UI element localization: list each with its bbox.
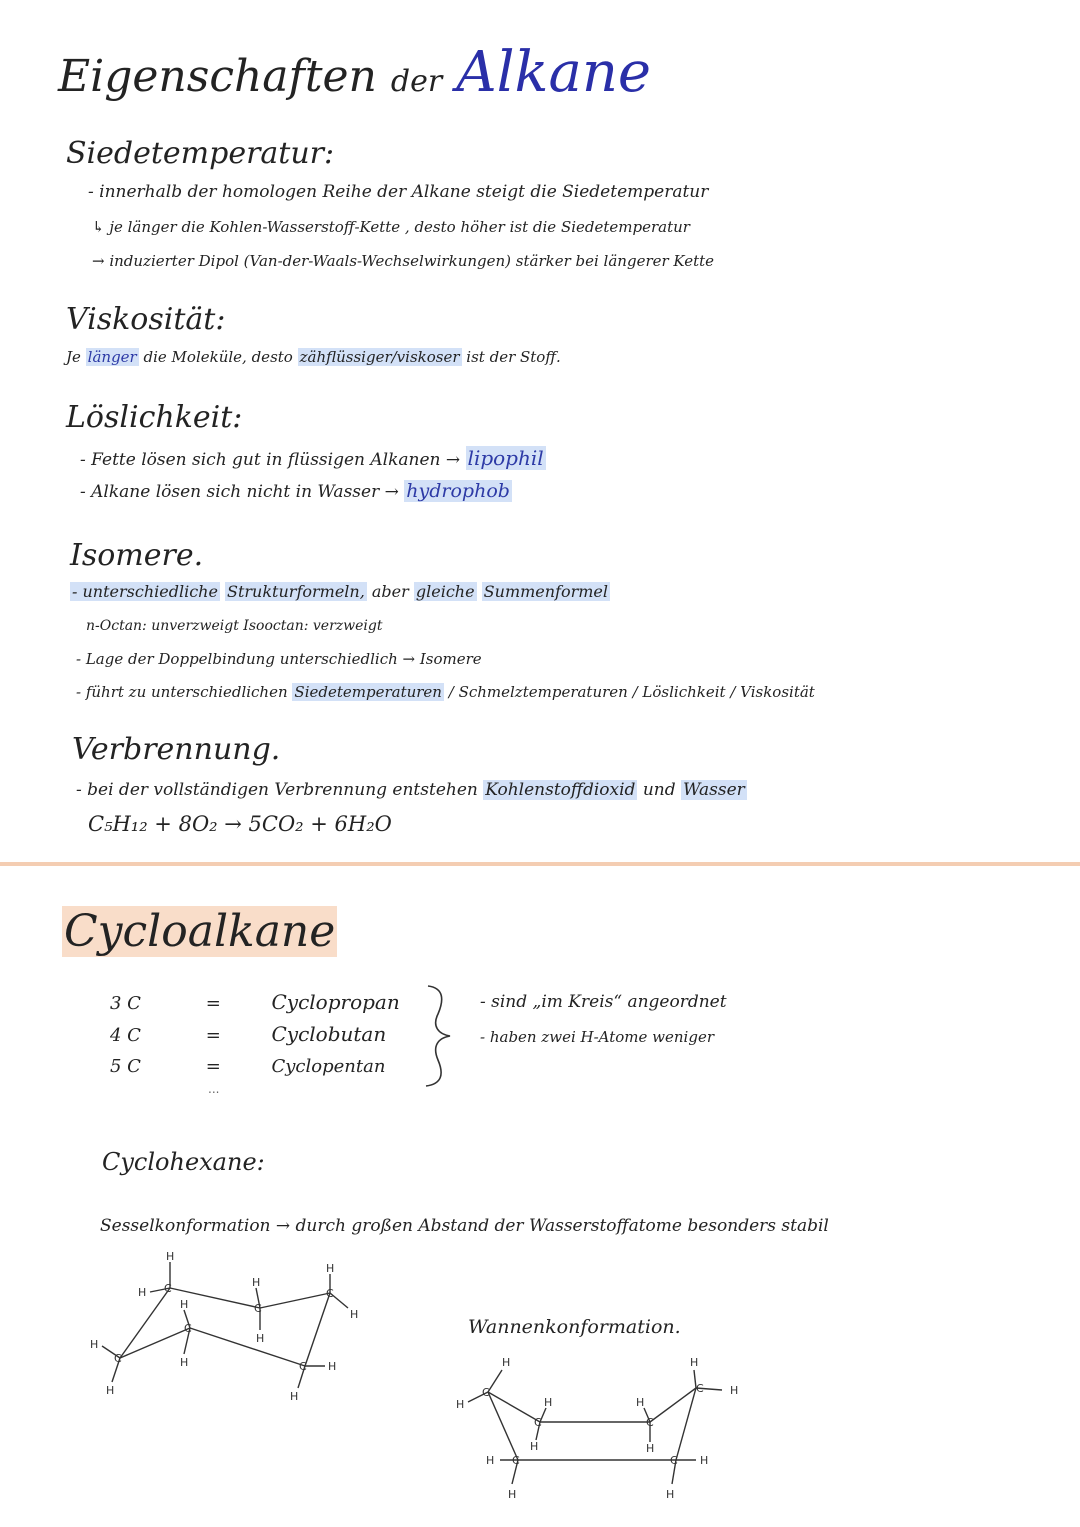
atom-h: H [350, 1308, 359, 1321]
cyclo-row-2 [110, 1022, 386, 1046]
atom-h: H [326, 1262, 335, 1275]
atom-h: H [180, 1356, 189, 1369]
boat-conformation-diagram [440, 1350, 760, 1510]
atom-c: C [254, 1302, 262, 1315]
sieden-line-2: ↳ je länger die Kohlen-Wasserstoff-Kette , desto höher ist die Siedetemperatur [92, 218, 690, 236]
visko-laenger: länger [87, 348, 137, 366]
sessel-pre: Sesselkonformation → durch [100, 1216, 346, 1236]
loes-lipophil: lipophil [467, 446, 544, 470]
title-eigenschaften: Eigenschaften [58, 51, 377, 102]
verbr-und: und [642, 780, 676, 800]
atom-c: C [184, 1322, 192, 1335]
atom-h: H [636, 1396, 645, 1409]
atom-h: H [456, 1398, 465, 1411]
isomere-line-3: - Lage der Doppelbindung unterschiedlich → Isomere [76, 650, 482, 668]
verbr-line-1 [76, 780, 747, 800]
loes-line-2 [80, 480, 512, 502]
cyclo-row-3 [110, 1056, 385, 1077]
isomere-summenformel: Summenformel [483, 582, 609, 601]
atom-h: H [106, 1384, 115, 1397]
atom-c: C [299, 1360, 307, 1373]
heading-loeslichkeit: Löslichkeit: [66, 400, 243, 435]
atom-h: H [508, 1488, 517, 1501]
sessel-line [100, 1216, 829, 1236]
atom-h: H [328, 1360, 337, 1373]
cyclo-fact-2: - haben zwei H-Atome weniger [480, 1028, 715, 1046]
heading-viskositaet: Viskosität: [66, 302, 226, 337]
atom-h: H [290, 1390, 299, 1403]
visko-viskoser: zähflüssiger/viskoser [299, 348, 460, 366]
cyclo-row-c: 4 C [110, 1025, 141, 1046]
isomere-line-4-post: / Schmelztemperaturen / Löslichkeit / Viskosität [448, 683, 815, 701]
verbr-equation: C₅H₁₂ + 8O₂ → 5CO₂ + 6H₂O [88, 812, 392, 836]
cyclo-row-eq: = [205, 993, 221, 1014]
atom-c: C [164, 1282, 172, 1295]
cyclo-row-eq: = [205, 1056, 221, 1077]
atom-h: H [138, 1286, 147, 1299]
isomere-aber: aber [371, 582, 409, 601]
isomere-strukturformeln: Strukturformeln, [227, 582, 365, 601]
atom-c: C [326, 1287, 334, 1300]
cyclo-fact-1: - sind „im Kreis“ angeordnet [480, 992, 727, 1012]
atom-h: H [256, 1332, 265, 1345]
isomere-unterschiedliche: - unterschiedliche [72, 582, 218, 601]
cyclo-row-name: Cyclobutan [271, 1022, 387, 1046]
atom-h: H [646, 1442, 655, 1455]
heading-siedetemperatur: Siedetemperatur: [66, 136, 335, 171]
atom-c: C [114, 1352, 122, 1365]
cyclo-row-1 [110, 990, 400, 1014]
loes-line-1-text: - Fette lösen sich gut in flüssigen Alkanen → [80, 450, 461, 470]
isomere-line-1 [70, 582, 610, 601]
sieden-line-1: - innerhalb der homologen Reihe der Alkane steigt die Siedetemperatur [88, 182, 709, 202]
isomere-siedetemperaturen: Siedetemperaturen [294, 683, 442, 701]
visko-post: ist der Stoff. [466, 348, 561, 366]
visko-mid: die Moleküle, desto [143, 348, 293, 366]
atom-c: C [696, 1382, 704, 1395]
isomere-line-2: n-Octan: unverzweigt Isooctan: verzweigt [86, 618, 383, 634]
atom-c: C [482, 1386, 490, 1399]
atom-c: C [534, 1416, 542, 1429]
heading-isomere: Isomere. [70, 538, 204, 573]
atom-h: H [666, 1488, 675, 1501]
isomere-line-4-pre: - führt zu unterschiedlichen [76, 683, 288, 701]
loes-line-1 [80, 446, 546, 470]
cyclo-row-c: 3 C [110, 993, 141, 1014]
atom-c: C [670, 1454, 678, 1467]
atom-h: H [180, 1298, 189, 1311]
section-divider [0, 862, 1080, 866]
heading-cycloalkane [62, 906, 337, 957]
heading-wannenkonformation: Wannenkonformation. [468, 1316, 681, 1338]
sessel-post: Abstand der Wasserstoffatome besonders stabil [418, 1216, 829, 1236]
page-title [58, 40, 651, 105]
cycloalkane-text: Cycloalkane [64, 906, 336, 957]
atom-h: H [690, 1356, 699, 1369]
isomere-gleiche: gleiche [415, 582, 475, 601]
verbr-line-1-pre: - bei der vollständigen Verbrennung entstehen [76, 780, 478, 800]
title-alkane: Alkane [456, 40, 652, 105]
sessel-grossen: großen [351, 1216, 413, 1236]
heading-verbrennung: Verbrennung. [72, 732, 281, 767]
atom-h: H [502, 1356, 511, 1369]
atom-h: H [90, 1338, 99, 1351]
loes-hydrophob: hydrophob [406, 480, 510, 502]
chair-conformation-diagram [80, 1248, 380, 1408]
cyclo-row-eq: = [205, 1025, 221, 1046]
atom-c: C [512, 1454, 520, 1467]
atom-h: H [166, 1250, 175, 1263]
verbr-wasser: Wasser [683, 780, 745, 800]
atom-c: C [646, 1416, 654, 1429]
cyclo-dots: ... [208, 1082, 220, 1096]
cyclo-row-name: Cyclopropan [271, 990, 400, 1014]
cyclo-row-name: Cyclopentan [271, 1056, 386, 1077]
atom-h: H [730, 1384, 739, 1397]
atom-h: H [544, 1396, 553, 1409]
curly-brace [420, 982, 460, 1088]
visko-pre: Je [66, 348, 81, 366]
atom-h: H [486, 1454, 495, 1467]
atom-h: H [252, 1276, 261, 1289]
visko-line [66, 348, 561, 366]
cyclo-row-c: 5 C [110, 1056, 141, 1077]
sieden-line-3: → induzierter Dipol (Van-der-Waals-Wechselwirkungen) stärker bei längerer Kette [92, 252, 715, 270]
title-der: der [390, 64, 443, 99]
isomere-line-4 [76, 683, 815, 701]
verbr-kohlenstoffdioxid: Kohlenstoffdioxid [485, 780, 636, 800]
atom-h: H [530, 1440, 539, 1453]
loes-line-2-text: - Alkane lösen sich nicht in Wasser → [80, 482, 399, 502]
heading-cyclohexane: Cyclohexane: [102, 1148, 265, 1176]
atom-h: H [700, 1454, 709, 1467]
